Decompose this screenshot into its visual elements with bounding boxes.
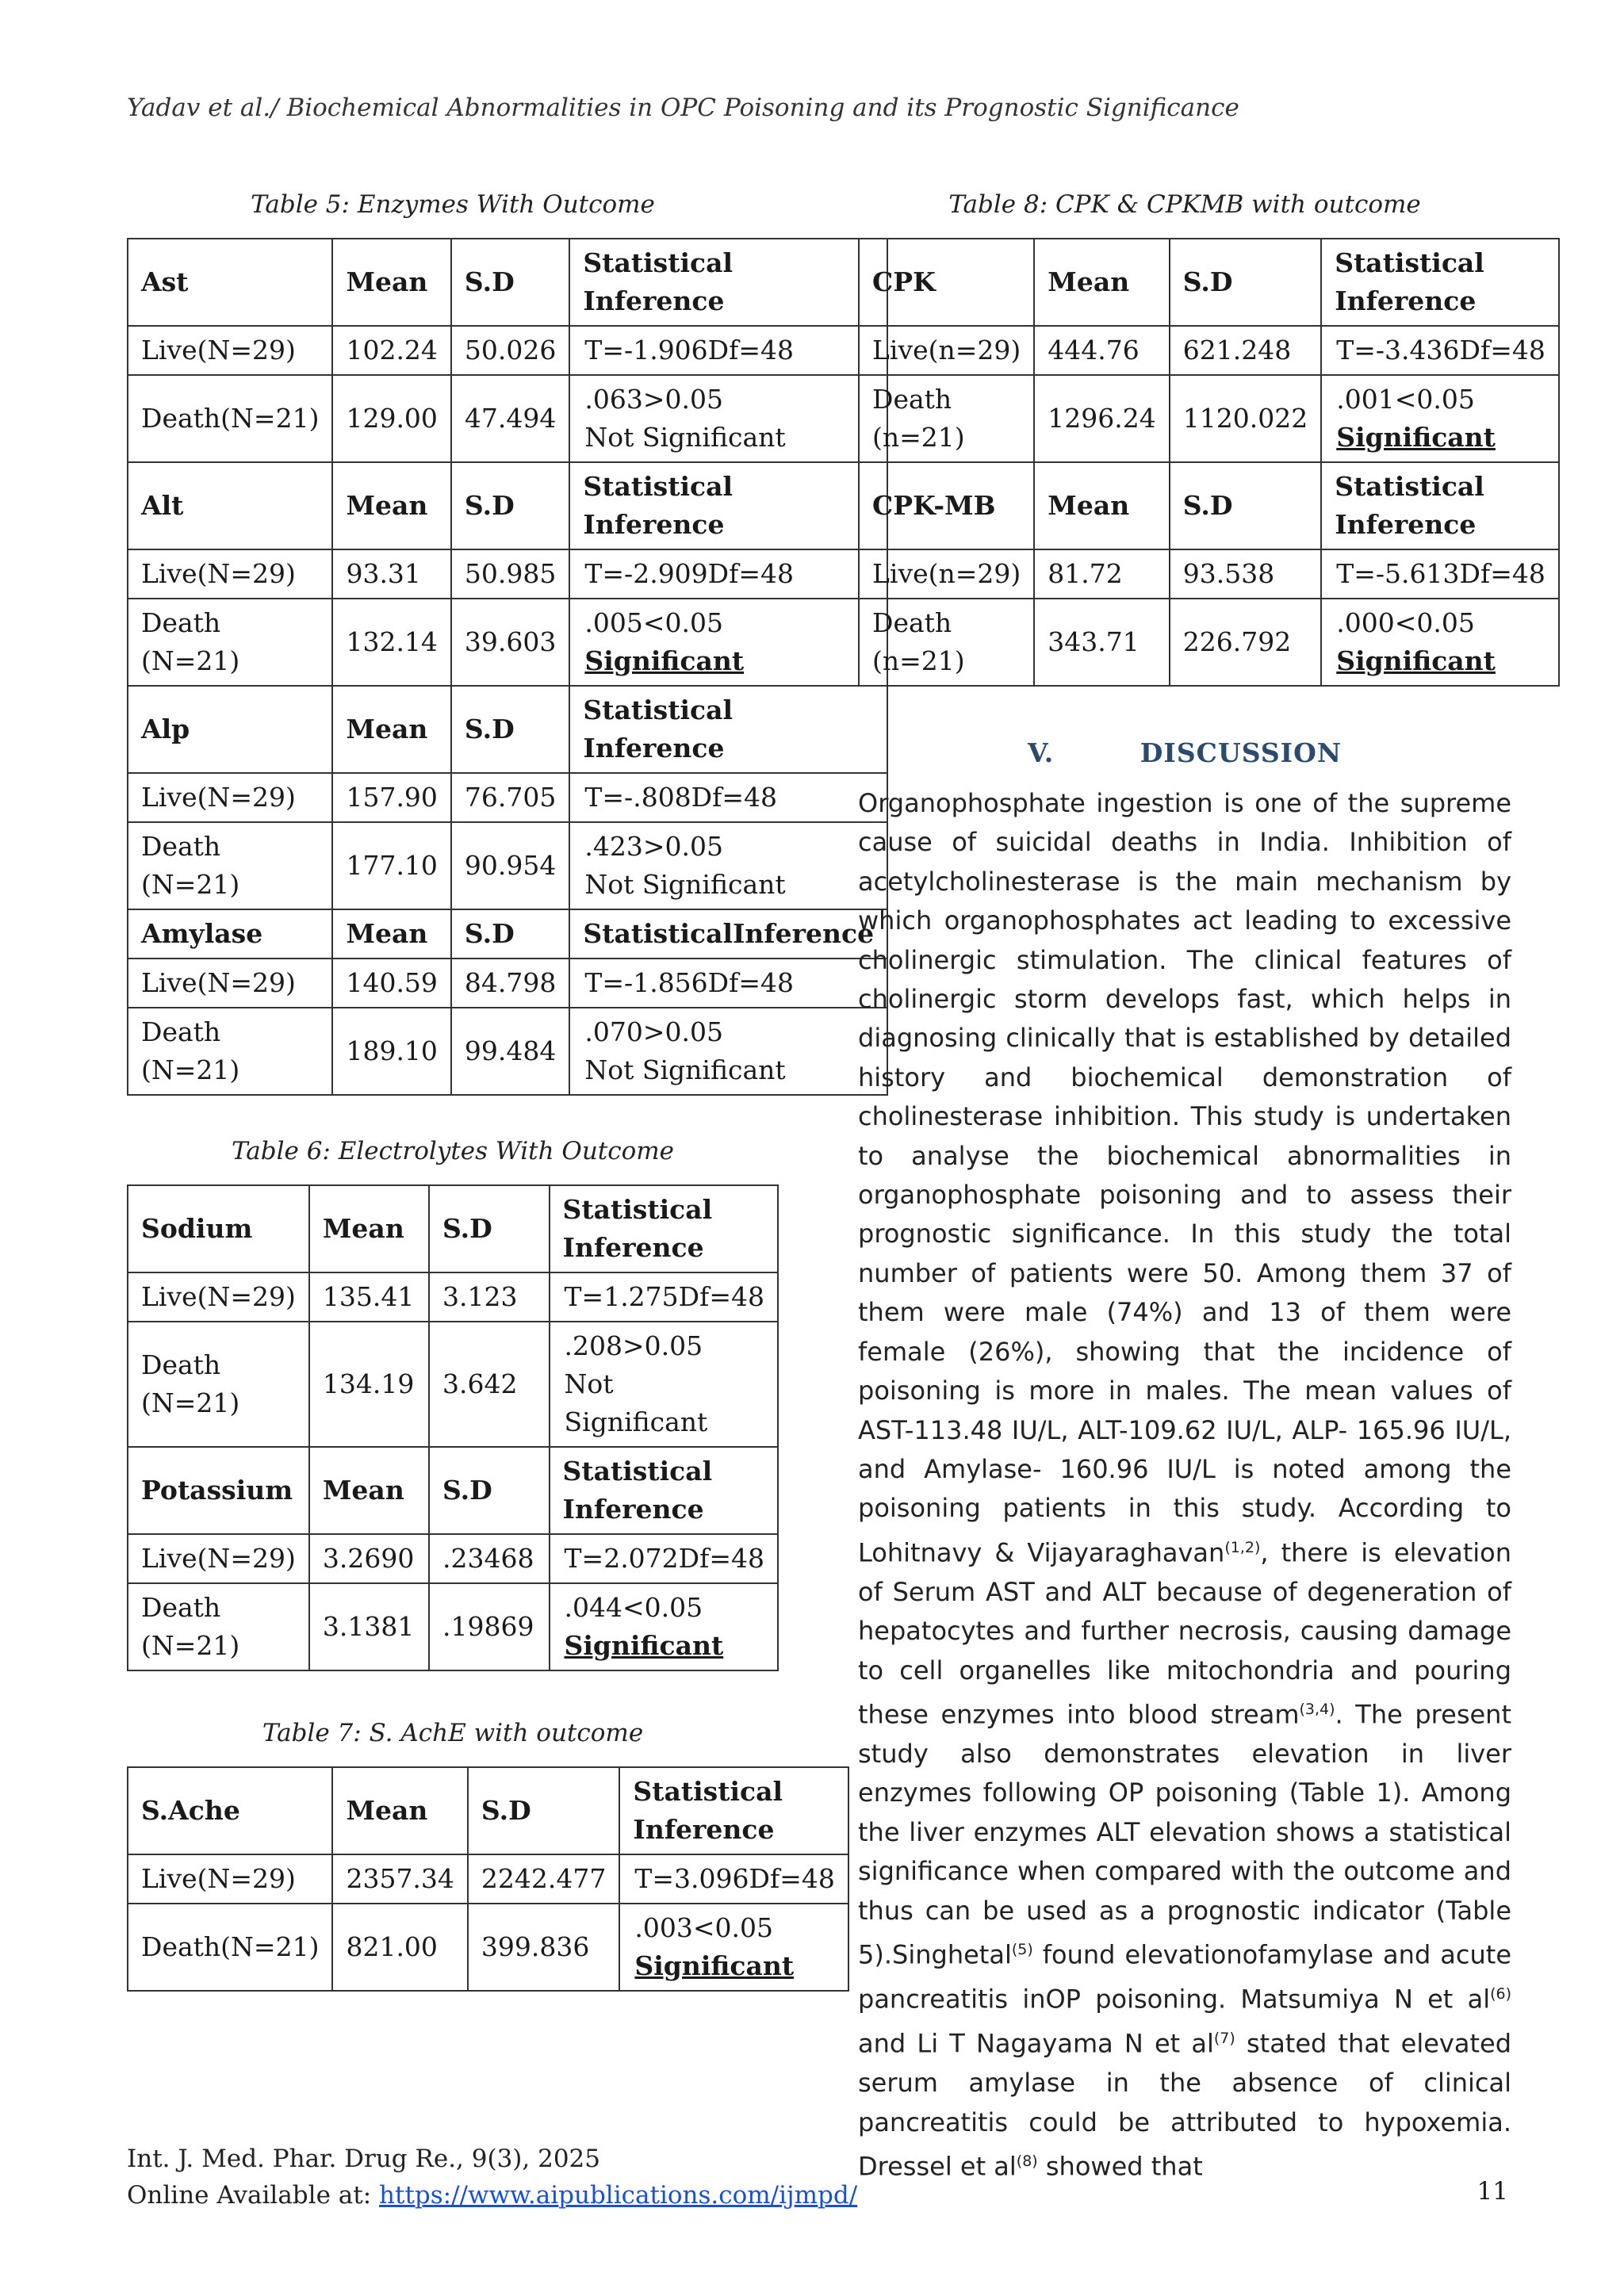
table-header-cell: Statistical Inference: [1321, 462, 1559, 549]
p-value: .000<0.05: [1336, 607, 1475, 638]
page-number: 11: [1477, 2177, 1508, 2206]
t-test-cell: T=-5.613Df=48: [1321, 549, 1559, 599]
table-header-row: [128, 1185, 778, 1272]
significance-result: Significant: [1336, 422, 1496, 453]
online-availability: Online Available at: https://www.aipublications.com/ijmpd/: [127, 2181, 858, 2210]
table-cell: 226.792: [1170, 599, 1321, 686]
left-column: [127, 190, 875, 1992]
significance-result: Significant: [634, 1950, 795, 1981]
citation: (8): [1016, 2152, 1038, 2171]
t-test-cell: T=-1.856Df=48: [569, 959, 887, 1008]
citation: (3,4): [1299, 1701, 1335, 1718]
table-header-cell: Statistical Inference: [619, 1767, 848, 1854]
table5: [127, 238, 888, 1096]
table-cell: Live(N=29): [128, 1272, 309, 1322]
citation: (6): [1490, 1985, 1511, 2003]
table-row: [859, 599, 1559, 686]
table-header-cell: Alp: [128, 686, 332, 773]
t-test-cell: T=-1.906Df=48: [569, 326, 887, 375]
table-cell: 2242.477: [468, 1854, 619, 1904]
p-value: .005<0.05: [584, 607, 723, 638]
table-header-cell: S.D: [451, 462, 569, 549]
table-cell: Death (N=21): [128, 822, 332, 909]
table-header-cell: Mean: [309, 1447, 429, 1534]
table8-caption: Table 8: CPK & CPKMB with outcome: [948, 190, 1421, 219]
table-row: [128, 1008, 887, 1095]
table-cell: Death (N=21): [128, 1322, 309, 1447]
table-header-cell: Amylase: [128, 909, 332, 959]
p-value: .423>0.05: [584, 831, 723, 862]
table-header-cell: CPK: [859, 239, 1034, 326]
table-header-cell: Statistical Inference: [550, 1185, 778, 1272]
inference-cell: [1321, 375, 1559, 462]
table8: [858, 238, 1560, 687]
table-header-cell: S.D: [1170, 462, 1321, 549]
table-cell: 2357.34: [332, 1854, 467, 1904]
t-test-cell: T=-.808Df=48: [569, 773, 887, 822]
table-row: [128, 822, 887, 909]
right-column: [858, 190, 1545, 2187]
table-header-cell: Mean: [309, 1185, 429, 1272]
section-number: V.: [1027, 737, 1055, 768]
table-cell: 177.10: [332, 822, 450, 909]
table-cell: Death (N=21): [128, 1583, 309, 1670]
table-cell: Death (n=21): [859, 375, 1034, 462]
citation: (7): [1213, 2030, 1235, 2048]
table-cell: 47.494: [451, 375, 569, 462]
table-cell: Live(N=29): [128, 773, 332, 822]
table-header-cell: Alt: [128, 462, 332, 549]
table-header-cell: Statistical Inference: [569, 239, 887, 326]
significance-result: Significant: [564, 1630, 724, 1661]
table-cell: 84.798: [451, 959, 569, 1008]
table-header-cell: Statistical Inference: [1321, 239, 1559, 326]
table7-caption: Table 7: S. AchE with outcome: [262, 1719, 644, 1747]
table-cell: 3.123: [429, 1272, 550, 1322]
p-value: .063>0.05: [584, 384, 723, 415]
discussion-paragraph: Organophosphate ingestion is one of the supreme cause of suicidal deaths in India. Inhibition of acetylcholinesterase is the main mechanism by which organophosphates act leading to excessive cholinergic stimulation. The clinical features of cholinergic storm develops fast, which helps in diagnosing clinically that is established by detailed history and biochemical demonstration of cholinesterase inhibition. This study is undertaken to analyse the biochemical abnormalities in organophosphate poisoning and to assess their prognostic significance. In this study the total number of patients were 50. Among them 37 of them were male (74%) and 13 of them were female (26%), showing that the incidence of poisoning is more in males. The mean values of AST-113.48 IU/L, ALT-109.62 IU/L, ALP- 165.96 IU/L, and Amylase- 160.96 IU/L is noted among the poisoning patients in this study. According to Lohitnavy & Vijayaraghavan$^{(1,2)}$, there is elevation of Serum AST and ALT because of degeneration of hepatocytes and further necrosis, causing damage to cell organelles like mitochondria and pouring these enzymes into blood stream$^{(3,4)}$. The present study also demonstrates elevation in liver enzymes following OP poisoning (Table 1). Among the liver enzymes ALT elevation shows a statistical significance when compared with the outcome and thus can be used as a prognostic indicator (Table 5).Singhetal$^{(5)}$ found elevationofamylase and acute pancreatitis inOP poisoning. Matsumiya N et $al^{(6)}$ and Li T Nagayama N et $al^{(7)}$ stated that elevated serum amylase in the absence of clinical pancreatitis could be attributed to hypoxemia. Dressel et $al^{(8)}$ showed that: [858, 788, 1512, 2182]
table-cell: Death (N=21): [128, 599, 332, 686]
table-row: [128, 1534, 778, 1583]
table-header-cell: Potassium: [128, 1447, 309, 1534]
table-header-cell: Mean: [332, 1767, 467, 1854]
table-header-cell: S.D: [468, 1767, 619, 1854]
table-header-cell: CPK-MB: [859, 462, 1034, 549]
table-row: [128, 1583, 778, 1670]
significance-result: Significant: [1336, 645, 1496, 676]
discussion-heading: [858, 737, 1511, 768]
t-test-cell: T=3.096Df=48: [619, 1854, 848, 1904]
t-test-cell: T=-3.436Df=48: [1321, 326, 1559, 375]
t-test-cell: T=-2.909Df=48: [569, 549, 887, 599]
table-header-cell: Mean: [332, 462, 450, 549]
t-test-cell: T=2.072Df=48: [550, 1534, 778, 1583]
t-test-cell: T=1.275Df=48: [550, 1272, 778, 1322]
inference-cell: [619, 1904, 848, 1991]
table-row: [128, 599, 887, 686]
table-header-cell: S.D: [429, 1185, 550, 1272]
inference-cell: [569, 1008, 887, 1095]
table-cell: Live(N=29): [128, 326, 332, 375]
table-cell: .19869: [429, 1583, 550, 1670]
table-cell: Death(N=21): [128, 1904, 332, 1991]
p-value: .001<0.05: [1336, 384, 1475, 415]
table-row: [128, 1904, 848, 1991]
table-header-cell: S.D: [451, 239, 569, 326]
table-cell: Death (N=21): [128, 1008, 332, 1095]
table-cell: 1296.24: [1034, 375, 1169, 462]
table-header-cell: S.D: [451, 686, 569, 773]
p-value: .208>0.05: [564, 1330, 703, 1361]
table-cell: Live(N=29): [128, 959, 332, 1008]
table-cell: 93.538: [1170, 549, 1321, 599]
citation: (1,2): [1224, 1538, 1261, 1556]
table-row: [859, 375, 1559, 462]
table-cell: 50.026: [451, 326, 569, 375]
table-row: [128, 1272, 778, 1322]
table-cell: 189.10: [332, 1008, 450, 1095]
table-row: [859, 549, 1559, 599]
table-header-cell: S.Ache: [128, 1767, 332, 1854]
table-row: [128, 326, 887, 375]
table-cell: Live(N=29): [128, 1534, 309, 1583]
table-cell: Live(N=29): [128, 1854, 332, 1904]
significance-result: Not Significant: [584, 1054, 786, 1085]
table-header-row: [128, 239, 887, 326]
table-cell: 3.642: [429, 1322, 550, 1447]
table-cell: Live(n=29): [859, 326, 1034, 375]
table-cell: 157.90: [332, 773, 450, 822]
significance-result: Not Significant: [564, 1368, 708, 1437]
table-header-cell: Sodium: [128, 1185, 309, 1272]
inference-cell: [1321, 599, 1559, 686]
table-header-cell: Mean: [1034, 239, 1169, 326]
table-header-row: [128, 1767, 848, 1854]
significance-result: Not Significant: [584, 869, 786, 900]
p-value: .070>0.05: [584, 1016, 723, 1047]
p-value: .044<0.05: [564, 1592, 703, 1623]
table7: [127, 1766, 849, 1992]
table-cell: Death(N=21): [128, 375, 332, 462]
table-header-cell: S.D: [429, 1447, 550, 1534]
inference-cell: [550, 1322, 778, 1447]
table-header-row: [128, 1447, 778, 1534]
inference-cell: [569, 375, 887, 462]
table-cell: 134.19: [309, 1322, 429, 1447]
table-cell: 99.484: [451, 1008, 569, 1095]
table6: [127, 1184, 779, 1671]
table-cell: 50.985: [451, 549, 569, 599]
table5-caption: Table 5: Enzymes With Outcome: [251, 190, 655, 219]
table-header-cell: Ast: [128, 239, 332, 326]
inference-cell: [550, 1583, 778, 1670]
table-row: [128, 773, 887, 822]
journal-url-link[interactable]: https://www.aipublications.com/ijmpd/: [379, 2181, 858, 2210]
table-cell: Death (n=21): [859, 599, 1034, 686]
table-cell: 343.71: [1034, 599, 1169, 686]
table-header-cell: S.D: [1170, 239, 1321, 326]
table-cell: 3.1381: [309, 1583, 429, 1670]
table-cell: 621.248: [1170, 326, 1321, 375]
table-cell: 76.705: [451, 773, 569, 822]
citation: (5): [1011, 1941, 1033, 1959]
table-row: [128, 549, 887, 599]
table-cell: 102.24: [332, 326, 450, 375]
table-header-row: [128, 686, 887, 773]
significance-result: Significant: [584, 645, 745, 676]
table-cell: 821.00: [332, 1904, 467, 1991]
table-row: [128, 1322, 778, 1447]
table-row: [128, 959, 887, 1008]
table-cell: 129.00: [332, 375, 450, 462]
table-cell: 93.31: [332, 549, 450, 599]
journal-citation: Int. J. Med. Phar. Drug Re., 9(3), 2025: [127, 2145, 600, 2173]
significance-result: Not Significant: [584, 422, 786, 453]
table-header-row: [859, 239, 1559, 326]
table6-caption: Table 6: Electrolytes With Outcome: [231, 1137, 675, 1165]
table-cell: 1120.022: [1170, 375, 1321, 462]
table-cell: 81.72: [1034, 549, 1169, 599]
table-header-cell: StatisticalInference: [569, 909, 887, 959]
section-title: DISCUSSION: [1139, 737, 1342, 768]
inference-cell: [569, 599, 887, 686]
table-cell: 135.41: [309, 1272, 429, 1322]
table-header-row: [859, 462, 1559, 549]
table-cell: 399.836: [468, 1904, 619, 1991]
table-header-cell: Statistical Inference: [550, 1447, 778, 1534]
table-row: [128, 1854, 848, 1904]
table-cell: .23468: [429, 1534, 550, 1583]
table-header-row: [128, 462, 887, 549]
table-header-cell: Statistical Inference: [569, 462, 887, 549]
table-header-cell: S.D: [451, 909, 569, 959]
running-title: Yadav et al./ Biochemical Abnormalities in OPC Poisoning and its Prognostic Significance: [127, 94, 1239, 122]
table-header-cell: Mean: [332, 686, 450, 773]
table-header-row: [128, 909, 887, 959]
table-row: [859, 326, 1559, 375]
page-footer: [127, 2141, 1475, 2214]
table-cell: 39.603: [451, 599, 569, 686]
table-cell: 444.76: [1034, 326, 1169, 375]
table-cell: 90.954: [451, 822, 569, 909]
table-header-cell: Mean: [332, 239, 450, 326]
p-value: .003<0.05: [634, 1912, 773, 1943]
table-cell: Live(N=29): [128, 549, 332, 599]
table-cell: 3.2690: [309, 1534, 429, 1583]
table-header-cell: Statistical Inference: [569, 686, 887, 773]
table-cell: Live(n=29): [859, 549, 1034, 599]
table-cell: 140.59: [332, 959, 450, 1008]
table-header-cell: Mean: [332, 909, 450, 959]
table-row: [128, 375, 887, 462]
table-cell: 132.14: [332, 599, 450, 686]
table-header-cell: Mean: [1034, 462, 1169, 549]
inference-cell: [569, 822, 887, 909]
